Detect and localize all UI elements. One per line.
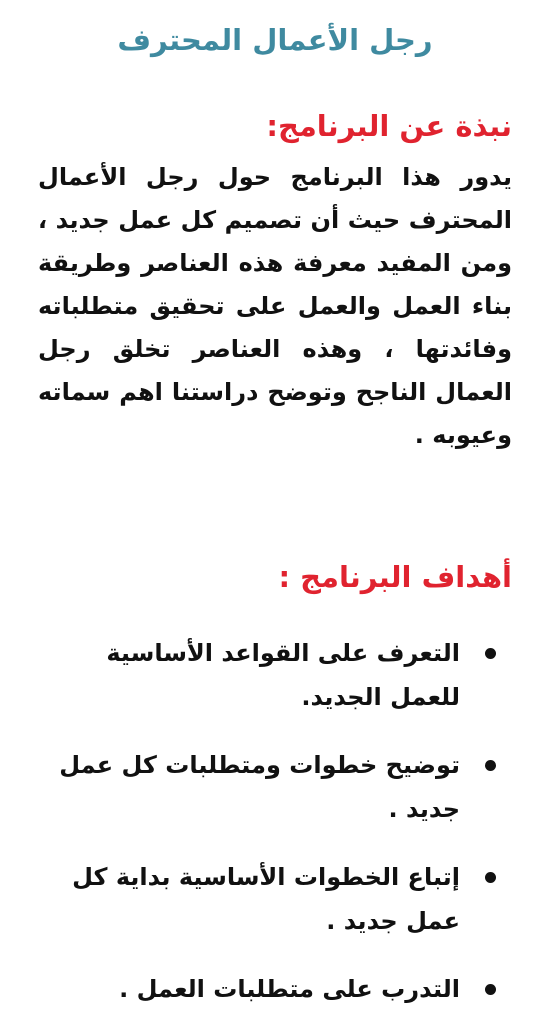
about-paragraph: يدور هذا البرنامج حول رجل الأعمال المحترف حيث أن تصميم كل عمل جديد ، ومن المفيد معرفة هذه العناصر وطريقة بناء العمل والعمل على تحقيق متطلباته وفائدتها ، وهذه العناصر تخلق رجل العمال الناجح وتوضح دراستنا اهم سماته وعيوبه . (38, 163, 512, 449)
about-heading: نبذة عن البرنامج: (266, 109, 512, 143)
bullet-icon (485, 760, 496, 771)
goals-list (38, 631, 512, 1011)
goal-text: إتباع الخطوات الأساسية بداية كل عمل جديد . (72, 863, 460, 935)
bullet-icon (485, 984, 496, 995)
page-title: رجل الأعمال المحترف (117, 23, 433, 57)
goal-item (38, 743, 496, 831)
goal-text: التدرب على متطلبات العمل . (119, 975, 460, 1003)
goal-item (38, 855, 496, 943)
goal-text: التعرف على القواعد الأساسية للعمل الجديد. (106, 639, 460, 711)
goals-heading: أهداف البرنامج : (278, 560, 512, 594)
bullet-icon (485, 648, 496, 659)
bullet-icon (485, 872, 496, 883)
goal-item (38, 631, 496, 719)
goal-text: توضيح خطوات ومتطلبات كل عمل جديد . (59, 751, 460, 823)
goal-item (38, 967, 496, 1011)
